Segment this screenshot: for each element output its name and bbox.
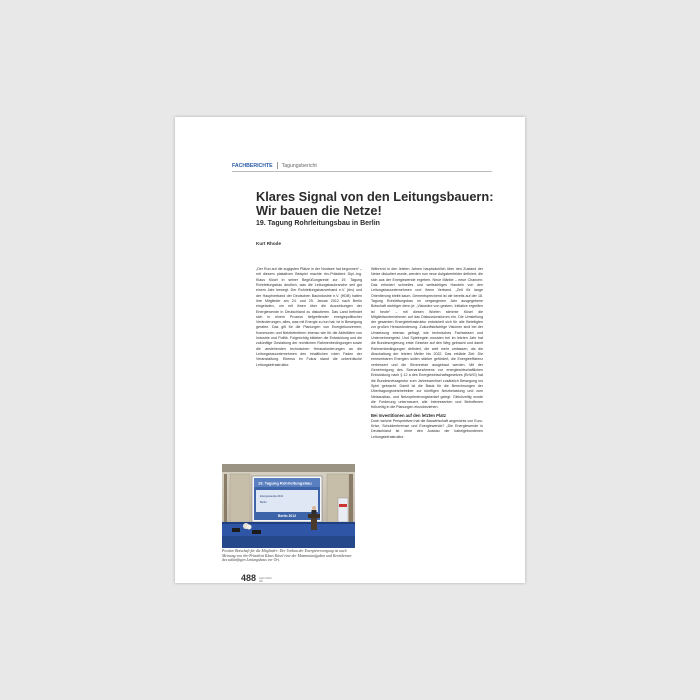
text-column-left [256,267,362,462]
body-paragraph: „Der Run auf die zugigsten Plätze in der Nordsee hat begonnen“ – mit diesem plakativen Beispiel machte rbv-Präsident Dipl.-Ing. Klaus Küsel in seiner Begrüßungsrede zur 19. Tagung Rohrleitungsbau deutlich, was die Leitungsbaubranche seit gut einem Jahr bewegt. Der Rohrleitungsbauverband e.V. (rbv) und der Hauptverband der Deutschen Bauindustrie e.V. (HDB) hatten ihre Mitglieder am 24. und 25. Januar 2012 nach Berlin eingeladen, um mit ihnen über die Auswirkungen der Energiewende in Deutschland zu diskutieren. Das Land befindet sich in einem Prozess tiefgreifender energiepolitischer Veränderungen, alles, was mit Energie zu tun hat, ist in Bewegung geraten. Das gilt für die Planungen von Energiekonzernen, Kommunen und Netzbetreibern ebenso wie für die Aktivitäten von Industrie und Politik. Folgerichtig bildeten die Entwicklung und die zukünftige Gestaltung der rechtlichen Rahmenbedingungen sowie die anstehenden technischen Herausforderungen an die Leitungsbauunternehmen den inhaltlichen roten Faden der Veranstaltung. Ebenso im Fokus stand die unterirdische Leitungsinfrastruktur. [256,267,362,367]
section-label: FACHBERICHTE [232,162,273,169]
slide-line-2: Berlin [260,501,267,504]
header-divider [277,162,278,169]
conference-photo [222,464,355,548]
slide-title: 19. Tagung Rohrleitungsbau [258,480,312,486]
slide-year: Berlin 2012 [278,514,297,518]
category-label: Tagungsbericht [281,162,317,169]
section-header [232,162,317,169]
article-author: Kurt Rhode [256,241,282,246]
page-number: 488 [241,573,257,583]
header-rule [232,171,492,172]
section-subheading: Bei Investitionen auf den letzten Platz [371,413,446,419]
body-paragraph: Während in den letzten Jahren hauptsächlich über den Zustand der Netze diskutiert wurde, werden nun neue Aufgabenfelder definiert, die sich aus der Energiewende ergeben. Neue Märkte – neue Chancen: Das erfordert schnelles und weitsichtiges Handeln von den Leitungsbauunternehmen und ihrem Verband. „Zeit für lange Orientierung bleibt kaum. Dementsprechend ist die bereits auf der 18. Tagung Rohrleitungsbau im vergangenen Jahr ausgegebene Botschaft wichtiger denn je: „Visionäre von gestern, Initiative ergreifen ist heute“ – mit diesen Worten stimmte Küsel die Mitgliedsunternehmen auf das Diskussionsforum ein. Die Umstellung der gesamten Energieinfrastruktur entwickelt sich für alle Beteiligten zur großen Herausforderung. Zukunftsträchtige Visionen sind bei der Umsetzung ebenso gefragt, wie technisches Fachwissen und Unternehmergeist. Und Spielregeln mussten bei im letzten Jahr hat die Bundesregierung erste Gesetze auf den Weg gebracht und damit Rahmenbedingungen definiert, die weit mehr umfassen, als die Abschaltung der letzten Meiler bis 2022. Das erklärte Ziel: Die erneuerbaren Energien sollen stärker gefördert, die Energieeffizienz verbessert und die Stromnetze ausgebaut werden. Mit der Genehmigung des Szenariorahmens zur energiewirtschaftlichen Entwicklung nach § 12 a des Energiewirtschaftsgesetzes (EnWG) hat die Bundesnetzagentur zum Jahreswechsel zusätzlich Bewegung ins Spiel gebracht. Damit ist die Basis für die Berechnungen der Übertragungsnetzbetreiber zur künftigen Netzbelastung und zum Netzausbau- und Netzoptimierungsbedarf gelegt. Gleichzeitig wurde die Forderung untermauert, alle Interessenten und Betroffenen frühzeitig in die Planungen einzubeziehen. [371,267,483,410]
issue-date: April 2012 [259,575,272,580]
issue-info [259,577,272,583]
slide-line-1: Energiewende 2012 [260,495,284,498]
article-title: Klares Signal von den Leitungsbauern: Wir bauen die Netze! [256,189,494,218]
article-subtitle: 19. Tagung Rohrleitungsbau in Berlin [256,220,380,227]
page-footer [241,574,272,583]
text-column-right [371,267,483,583]
photo-caption: Positive Botschaft für die Mitglieder: Der Umbau der Energieversorgung ist nach Meinung von rbv-Präsident Klaus Küsel eine der Mammutaufgaben und Kernthemen des zukünftigen Leitungsbaus vor Ort. [222,549,352,563]
conference-hall-image [222,464,355,548]
publication-name: 3R [259,578,263,583]
body-paragraph: Doch welche Perspektiven hat die Bauwirtschaft angesichts von Euro-Krise, Schuldenbremse und Energiewende? „Die Energiewende in Deutschland ist ohne den Ausbau der kabelgebundenen Leitungsinfrastruktur [371,418,483,439]
magazine-page [175,117,525,583]
